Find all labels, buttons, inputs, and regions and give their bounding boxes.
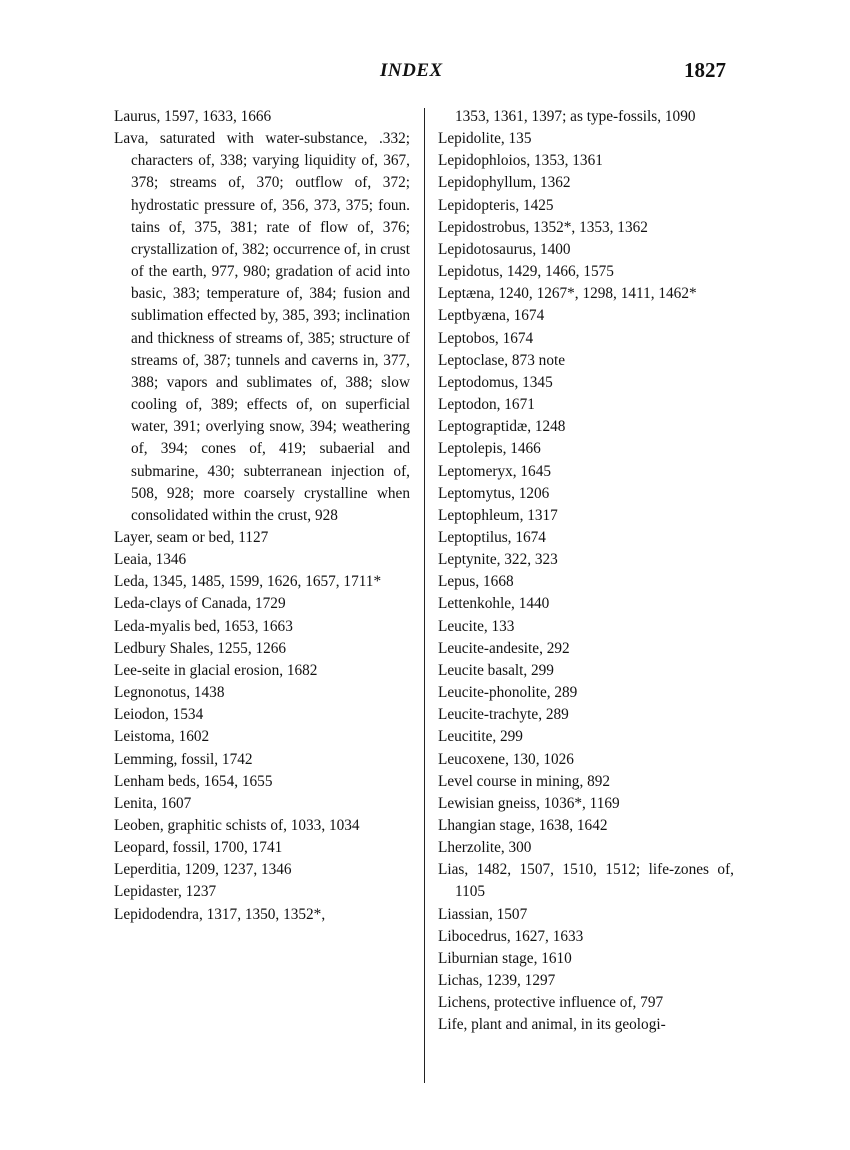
index-entry: Lepidopteris, 1425 [438, 196, 554, 214]
index-entry: Lepidotus, 1429, 1466, 1575 [438, 263, 614, 281]
index-entry: Leptomytus, 1206 [438, 484, 550, 502]
index-entry: Lepidophloios, 1353, 1361 [438, 152, 603, 170]
index-entry: Lepus, 1668 [438, 573, 514, 591]
running-head: INDEX [380, 60, 443, 81]
index-entry: Lepidodendra, 1317, 1350, 1352*, [114, 905, 326, 923]
index-entry: Lettenkohle, 1440 [438, 595, 550, 613]
index-entry: Liassian, 1507 [438, 905, 528, 923]
index-entry: Leucite-trachyte, 289 [438, 706, 569, 724]
index-entry: Lepidotosaurus, 1400 [438, 240, 571, 258]
index-entry: Lepidolite, 135 [438, 130, 532, 148]
column-divider [424, 108, 425, 1083]
index-entry: Lias, 1482, 1507, 1510, 1512; life-zones of, 1105 [438, 861, 734, 901]
index-entry-continuation: 1353, 1361, 1397; as type-fossils, 1090 [455, 108, 696, 125]
index-entry: Lherzolite, 300 [438, 839, 532, 857]
index-entry: Lichas, 1239, 1297 [438, 972, 556, 990]
index-entry: Leptbyæna, 1674 [438, 307, 545, 325]
index-entry: Leopard, fossil, 1700, 1741 [114, 839, 283, 857]
index-entry: Leistoma, 1602 [114, 728, 210, 746]
index-entry: Lava, saturated with water-substance, .332; characters of, 338; varying liquidity of, 367, 378; streams of, 370; outflow of, 372; hydrostatic pressure of, 356, 373, 375; foun. tains of, 375, 381; rate of flow of, 376; crystallization of, 382; occurrence of, in crust of the earth, 977, 980; gradation of acid into basic, 383; temperature of, 384; fusion and sublimation effected by, 385, 393; inclination and thickness of streams of, 385; structure of streams of, 387; tunnels and caverns in, 377, 388; vapors and sublimates of, 388; slow cooling of, 389; effects of, on superficial water, 391; overlying snow, 394; weathering of, 394; cones of, 419; subaerial and submarine, 430; subterranean injection of, 508, 928; more coarsely crystalline when consolidated within the crust, 928 [114, 130, 410, 524]
index-entry: Leptæna, 1240, 1267*, 1298, 1411, 1462* [438, 285, 697, 303]
index-entry: Liburnian stage, 1610 [438, 949, 572, 967]
index-entry: Libocedrus, 1627, 1633 [438, 927, 584, 945]
index-entry: Layer, seam or bed, 1127 [114, 528, 269, 546]
index-entry: Leucite basalt, 299 [438, 661, 554, 679]
index-entry: Lepidophyllum, 1362 [438, 174, 571, 192]
index-entry: Leperditia, 1209, 1237, 1346 [114, 861, 292, 879]
index-entry: Leda-clays of Canada, 1729 [114, 595, 286, 613]
index-entry: Leptoptilus, 1674 [438, 528, 546, 546]
index-column-left [114, 106, 410, 926]
index-entry: Lenita, 1607 [114, 794, 192, 812]
index-entry: Leptodon, 1671 [438, 396, 535, 414]
index-entry: Lhangian stage, 1638, 1642 [438, 817, 608, 834]
index-entry: Leucite, 133 [438, 617, 515, 635]
index-entry: Leucite-andesite, 292 [438, 639, 570, 657]
index-entry: Leptograptidæ, 1248 [438, 418, 566, 436]
index-entry: Leda-myalis bed, 1653, 1663 [114, 617, 293, 635]
index-entry: Leiodon, 1534 [114, 706, 204, 724]
index-entry: Leucoxene, 130, 1026 [438, 750, 574, 768]
index-entry: Leucite-phonolite, 289 [438, 684, 578, 702]
index-entry: Leda, 1345, 1485, 1599, 1626, 1657, 1711* [114, 573, 382, 591]
index-entry: Leoben, graphitic schists of, 1033, 1034 [114, 817, 360, 834]
index-entry: Lichens, protective influence of, 797 [438, 994, 664, 1012]
page-number: 1827 [684, 58, 726, 82]
index-entry: Laurus, 1597, 1633, 1666 [114, 108, 272, 125]
index-entry: Leucitite, 299 [438, 728, 523, 746]
index-entry: Leaia, 1346 [114, 551, 187, 569]
index-entry: Leptophleum, 1317 [438, 506, 558, 524]
index-entry: Leptomeryx, 1645 [438, 462, 552, 480]
index-column-right [438, 106, 734, 1037]
index-entry: Life, plant and animal, in its geologi- [438, 1016, 666, 1034]
index-entry: Lemming, fossil, 1742 [114, 750, 253, 768]
index-entry: Leptolepis, 1466 [438, 440, 541, 458]
index-entry: Level course in mining, 892 [438, 772, 611, 790]
index-entry: Lewisian gneiss, 1036*, 1169 [438, 794, 620, 812]
index-entry: Leptoclase, 873 note [438, 351, 566, 369]
index-entry: Lenham beds, 1654, 1655 [114, 772, 273, 790]
index-entry: Lee-seite in glacial erosion, 1682 [114, 661, 318, 679]
index-entry: Leptodomus, 1345 [438, 373, 553, 391]
index-entry: Lepidostrobus, 1352*, 1353, 1362 [438, 218, 648, 236]
page-header [0, 58, 850, 88]
index-entry: Legnonotus, 1438 [114, 684, 225, 702]
index-entry: Ledbury Shales, 1255, 1266 [114, 639, 287, 657]
index-entry: Lepidaster, 1237 [114, 883, 217, 901]
index-entry: Leptobos, 1674 [438, 329, 534, 347]
index-entry: Leptynite, 322, 323 [438, 551, 558, 569]
